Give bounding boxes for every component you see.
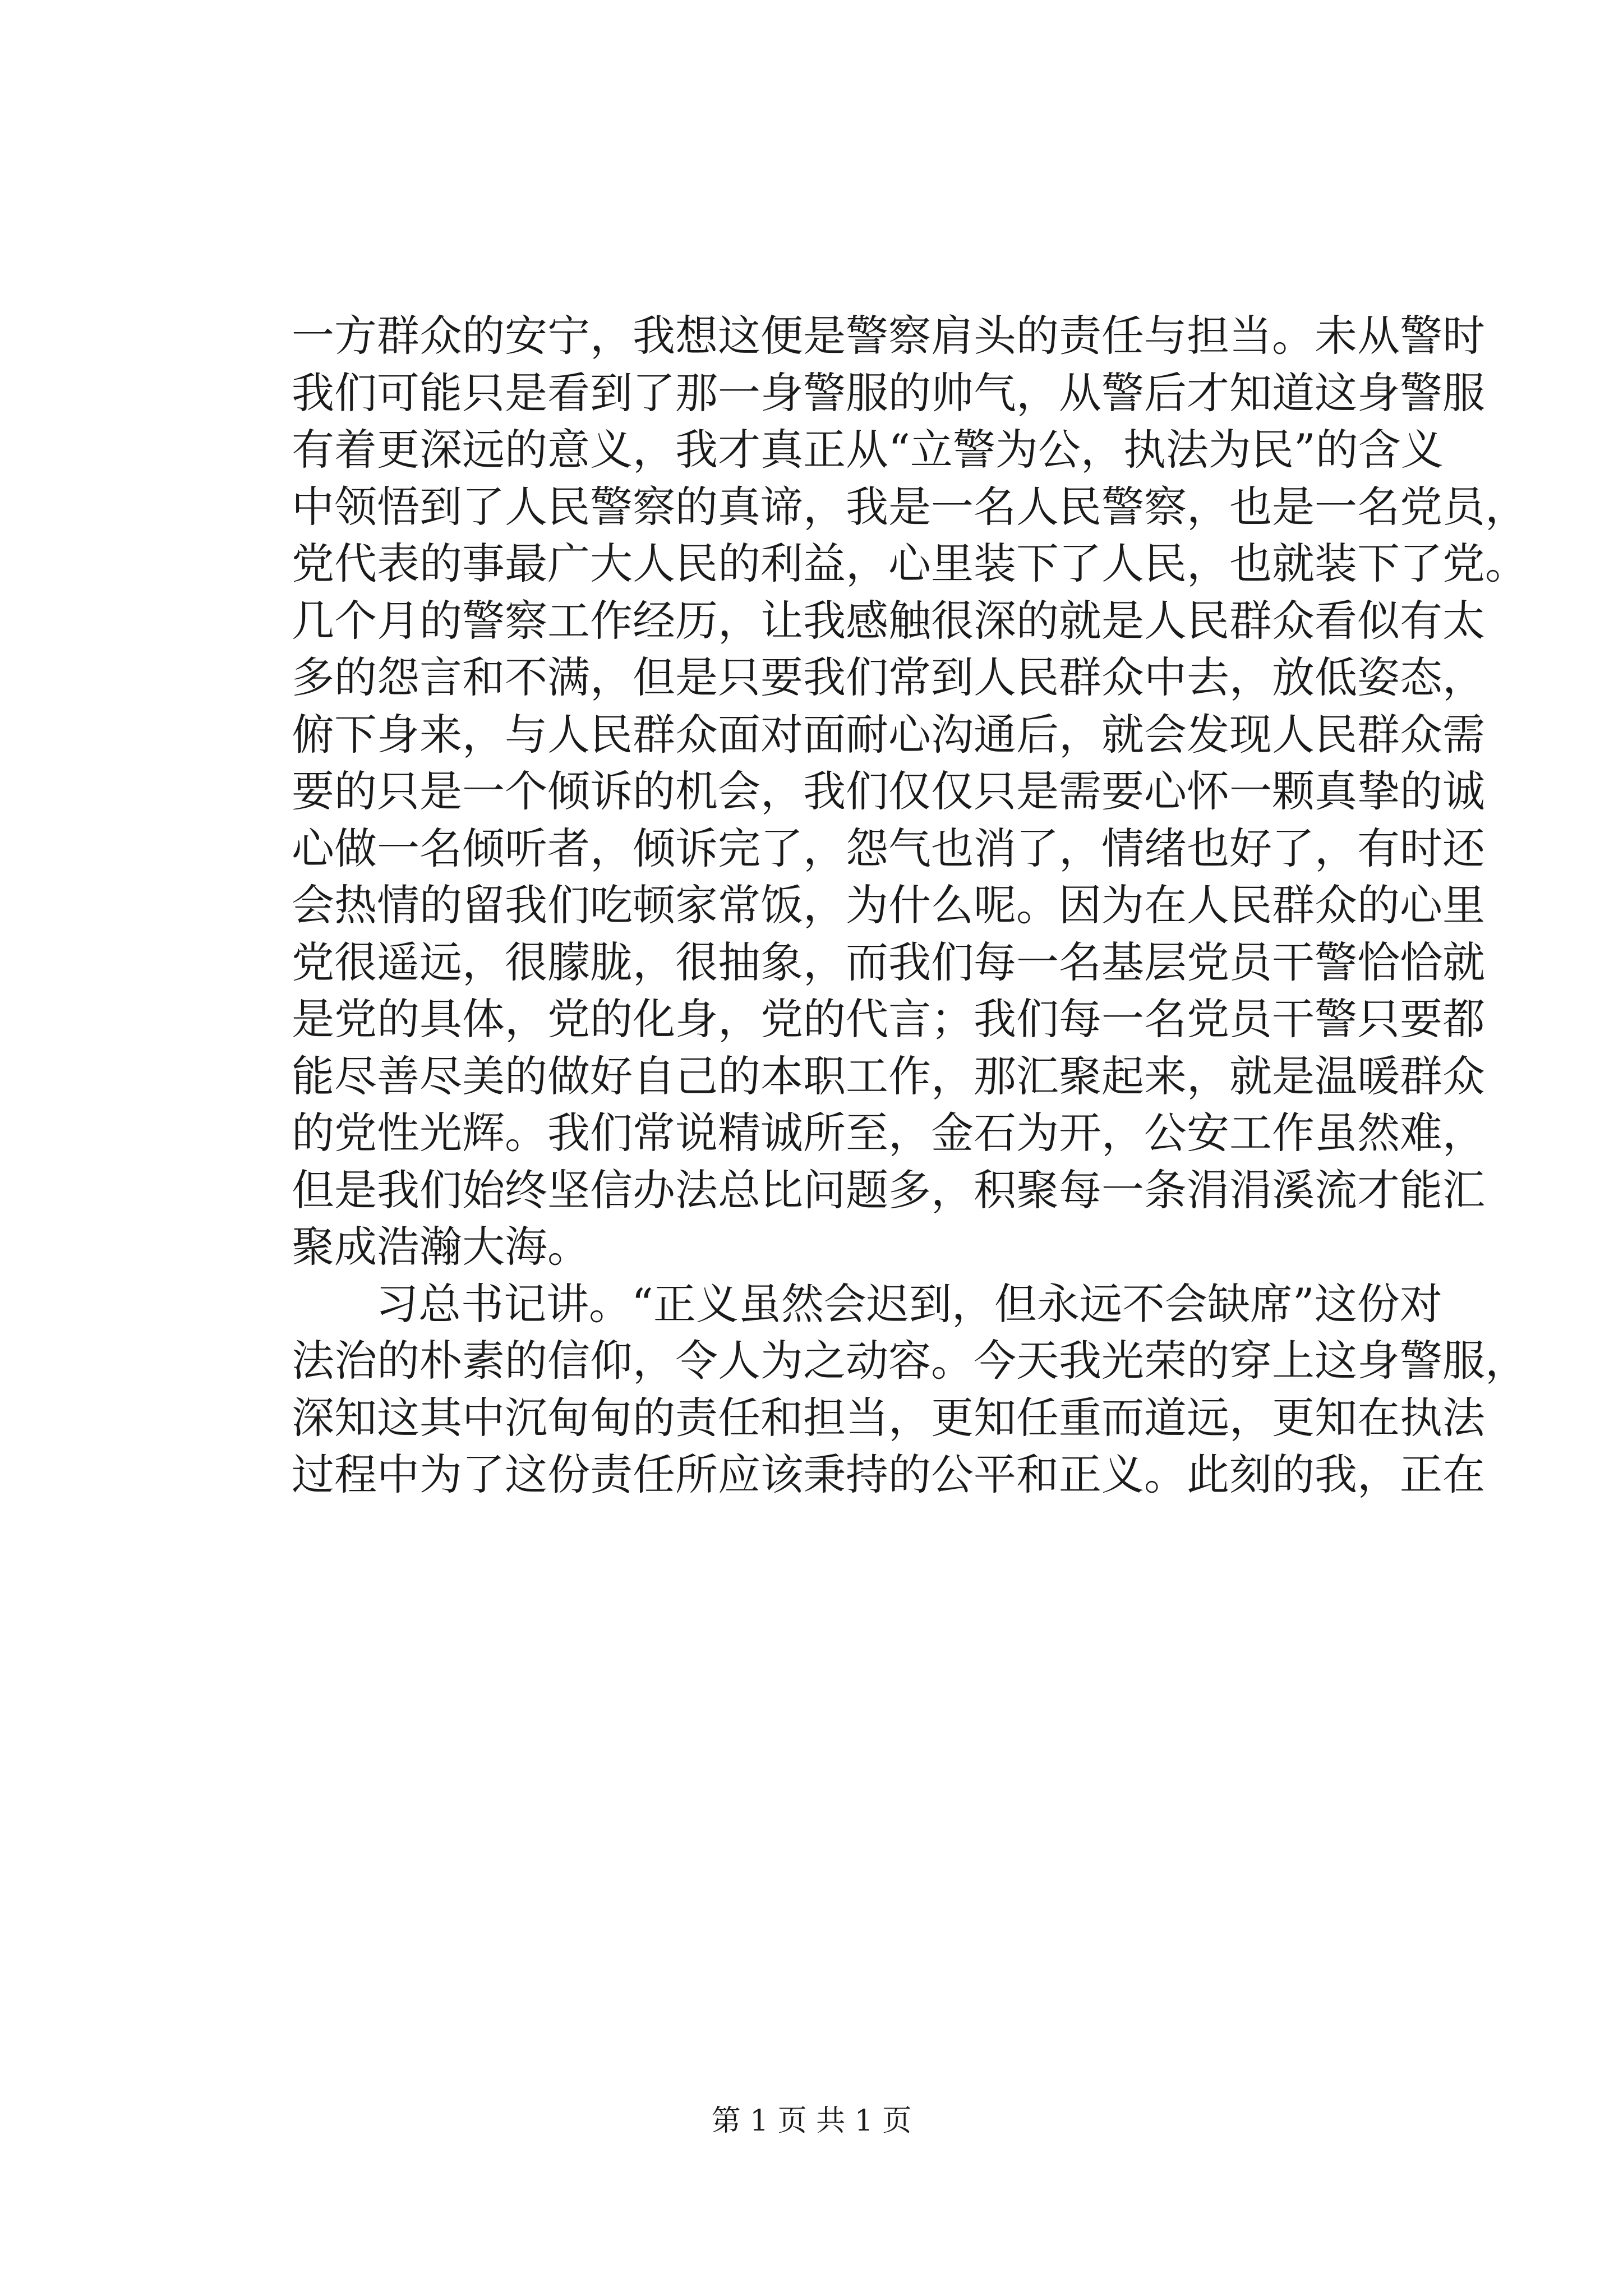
page-footer: 第 1 页 共 1 页 xyxy=(711,2104,912,2138)
text-line: 党代表的事最广大人民的利益，心里装下了人民，也就装下了党。 xyxy=(292,539,1528,588)
text-line: 会热情的留我们吃顿家常饭，为什么呢。因为在人民群众的心里 xyxy=(292,880,1485,930)
text-line: 俯下身来，与人民群众面对面耐心沟通后，就会发现人民群众需 xyxy=(292,709,1485,760)
body-text xyxy=(292,307,1528,1503)
text-line: 党很遥远，很朦胧，很抽象，而我们每一名基层党员干警恰恰就 xyxy=(292,937,1485,987)
text-line: 我们可能只是看到了那一身警服的帅气，从警后才知道这身警服 xyxy=(292,367,1485,418)
text-line: 的党性光辉。我们常说精诚所至，金石为开，公安工作虽然难， xyxy=(292,1108,1485,1158)
text-line: 能尽善尽美的做好自己的本职工作，那汇聚起来，就是温暖群众 xyxy=(292,1051,1485,1101)
text-line: 但是我们始终坚信办法总比问题多，积聚每一条涓涓溪流才能汇 xyxy=(292,1165,1485,1215)
text-line: 有着更深远的意义，我才真正从“立警为公，执法为民”的含义 xyxy=(292,425,1444,475)
text-line: 过程中为了这份责任所应该秉持的公平和正义。此刻的我，正在 xyxy=(292,1450,1485,1499)
text-line: 心做一名倾听者，倾诉完了，怨气也消了，情绪也好了，有时还 xyxy=(292,823,1485,873)
paragraph-end-line: 聚成浩瀚大海。 xyxy=(292,1222,590,1272)
text-line: 要的只是一个倾诉的机会，我们仅仅只是需要心怀一颗真挚的诚 xyxy=(292,766,1485,816)
paragraph-start-line: 习总书记讲。“正义虽然会迟到，但永远不会缺席”这份对 xyxy=(376,1278,1442,1329)
text-line: 中领悟到了人民警察的真谛，我是一名人民警察，也是一名党员， xyxy=(292,481,1528,532)
text-line: 多的怨言和不满，但是只要我们常到人民群众中去，放低姿态， xyxy=(292,652,1485,702)
text-line: 深知这其中沉甸甸的责任和担当，更知任重而道远，更知在执法 xyxy=(292,1392,1485,1443)
text-line: 几个月的警察工作经历，让我感触很深的就是人民群众看似有太 xyxy=(292,595,1485,646)
text-line: 一方群众的安宁，我想这便是警察肩头的责任与担当。未从警时 xyxy=(292,311,1485,361)
text-line: 是党的具体，党的化身，党的代言；我们每一名党员干警只要都 xyxy=(292,994,1485,1044)
text-line: 法治的朴素的信仰，令人为之动容。今天我光荣的穿上这身警服， xyxy=(292,1336,1528,1386)
